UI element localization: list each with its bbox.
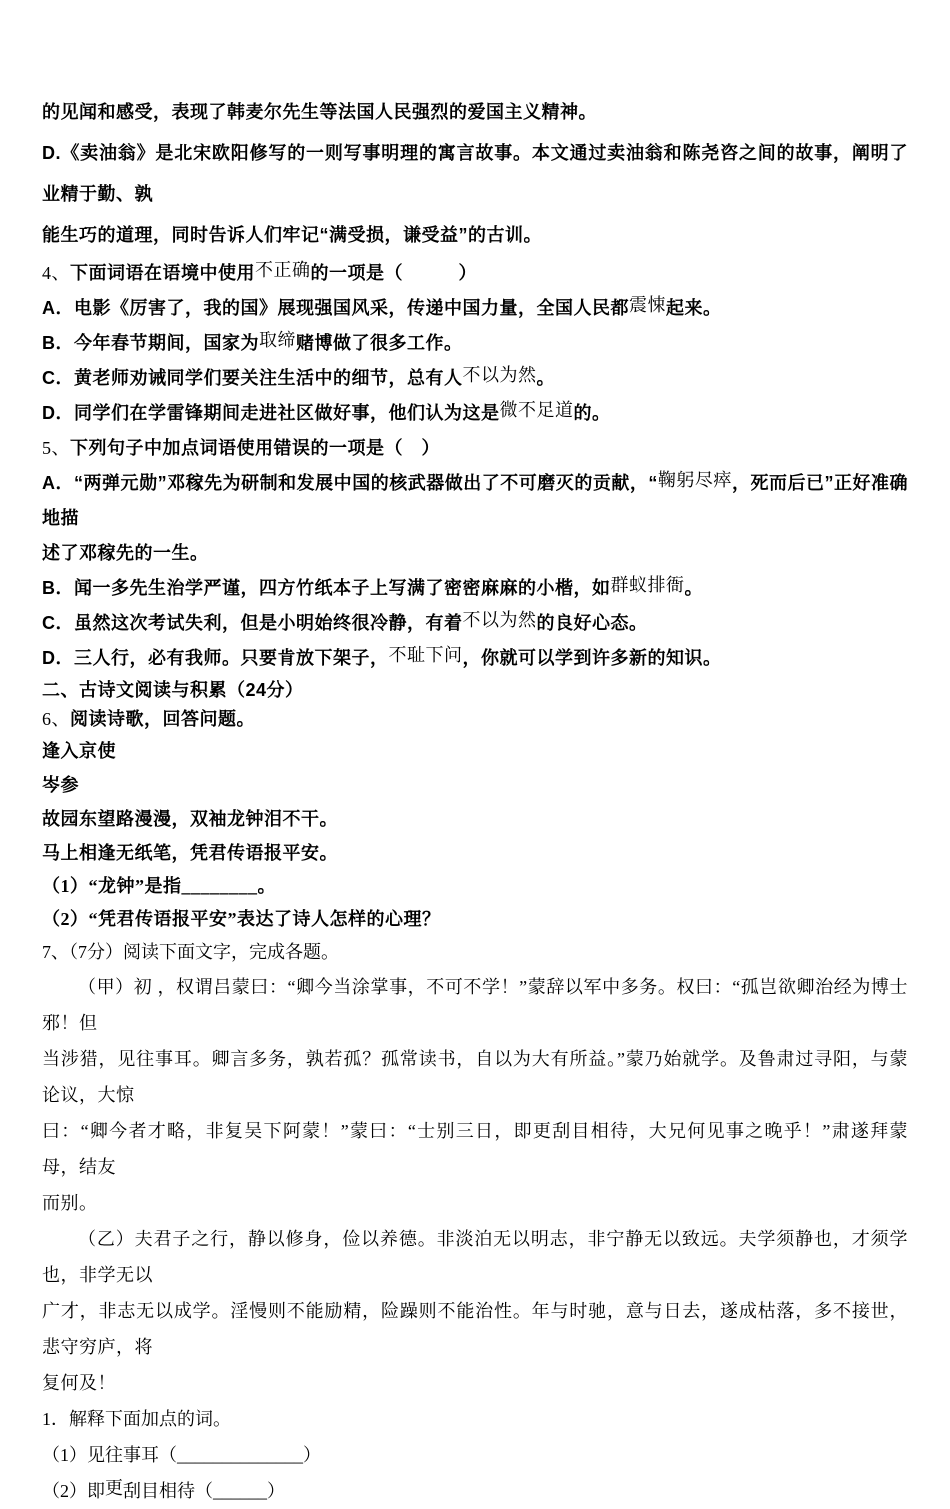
emphasized-word: 不以为然 [462,610,537,630]
passage-yi-text-1: （乙）夫君子之行，静以修身，俭以养德。非淡泊无以明志，非宁静无以致远。夫学须静也，才须学也，非学无以 [42,1229,908,1285]
q5-option-d-post: ，你就可以学到许多新的知识。 [462,648,722,668]
passage-jia-line-2 [42,1041,908,1113]
q5-option-c-pre: 虽然这次考试失利，但是小明始终很冷静，有着 [74,613,463,633]
poem-line-1-text: 故园东望路漫漫，双袖龙钟泪不干。 [42,809,338,829]
question-5-block [42,431,908,676]
poem-line-2 [42,836,908,870]
poem-title [42,734,908,768]
passage-jia-line-3 [42,1113,908,1185]
q7-header-text: 7、（7分）阅读下面文字，完成各题。 [42,942,339,962]
q5-option-d-label: D． [42,648,74,668]
section-2-block [42,676,908,734]
q7-sub1-item-1 [42,1437,908,1473]
passage-jia-line-4 [42,1185,908,1221]
intro-block [42,92,908,256]
q5-stem [42,431,908,466]
emphasized-word: 微不足道 [499,400,574,420]
q5-stem-text: 下列句子中加点词语使用错误的一项是（ ） [70,438,440,458]
passage-line-text: 的见闻和感受，表现了韩麦尔先生等法国人民强烈的爱国主义精神。 [42,102,597,122]
poem-author-text: 岑参 [42,775,79,795]
poem-title-text: 逢入京使 [42,741,116,761]
q5-option-d [42,641,908,676]
q4-number: 4、 [42,263,70,283]
q5-option-a-text-2: 述了邓稼先的一生。 [42,543,209,563]
emphasized-word: 不正确 [255,260,311,280]
poem-author [42,768,908,802]
passage-yi-text-3: 复何及！ [42,1373,116,1393]
q4-option-b [42,326,908,361]
passage-yi-line-2 [42,1293,908,1365]
q4-stem-pre: 下面词语在语境中使用 [70,263,255,283]
q4-option-b-label: B． [42,333,74,353]
q4-option-a-post: 起来。 [666,298,722,318]
q4-option-d-post: 的。 [573,403,611,423]
passage-yi-block [42,1221,908,1401]
q7-subquestion-1-block [42,1401,908,1509]
poem-line-1 [42,802,908,836]
q4-option-d [42,396,908,431]
option-d-text-1: D.《卖油翁》是北宋欧阳修写的一则写事明理的寓言故事。本文通过卖油翁和陈尧咨之间的故事，阐明了业精于勤、孰 [42,143,908,204]
emphasized-word: 取缔 [259,330,296,350]
q7-sub1-header-text: 解释下面加点的词。 [69,1409,231,1429]
q5-option-a-pre: “两弹元勋”邓稼先为研制和发展中国的核武器做出了不可磨灭的贡献，“ [74,473,658,493]
q7-sub1-item-1-text: （1）见往事耳（______________） [42,1445,321,1465]
passage-jia-text-4: 而别。 [42,1193,98,1213]
option-d-line-1 [42,133,908,215]
q5-option-c-label: C． [42,613,74,633]
emphasized-word: 不以为然 [462,365,537,385]
emphasized-word: 鞠躬尽瘁 [657,470,732,490]
q6-stem-text: 阅读诗歌，回答问题。 [70,709,255,729]
q4-option-d-pre: 同学们在学雷锋期间走进社区做好事，他们认为这是 [74,403,500,423]
q6-subquestions-block [42,870,908,969]
option-d-line-2 [42,215,908,256]
q4-option-b-post: 赌博做了很多工作。 [296,333,463,353]
q4-option-b-pre: 今年春节期间，国家为 [74,333,259,353]
q5-option-b-pre: 闻一多先生治学严谨，四方竹纸本子上写满了密密麻麻的小楷，如 [74,578,611,598]
q7-sub1-item-2-post: 刮目相待（______） [123,1481,285,1501]
q5-option-a-line-2 [42,536,908,571]
option-d-text-2: 能生巧的道理，同时告诉人们牢记“满受损，谦受益”的古训。 [42,225,542,245]
q5-option-c-post: 的良好心态。 [536,613,648,633]
q4-option-a [42,291,908,326]
section-heading-text: 二、古诗文阅读与积累（24分） [42,680,304,700]
q4-option-c-label: C． [42,368,74,388]
q5-option-b-label: B． [42,578,74,598]
poem-line-2-text: 马上相逢无纸笔，凭君传语报平安。 [42,843,338,863]
q7-sub1-header [42,1401,908,1437]
passage-jia-line-1 [42,969,908,1041]
q6-sub-1 [42,870,908,903]
emphasized-word: 不耻下问 [388,645,463,665]
passage-yi-line-1 [42,1221,908,1293]
q4-option-d-label: D． [42,403,74,423]
emphasized-word: 震悚 [629,295,666,315]
q6-sub-2-text: （2）“凭君传语报平安”表达了诗人怎样的心理？ [42,909,441,929]
q4-option-c-post: 。 [536,368,555,388]
passage-yi-text-2: 广才，非志无以成学。淫慢则不能励精，险躁则不能治性。年与时驰，意与日去，遂成枯落，多不接世，悲守穷庐，将 [42,1301,908,1357]
passage-jia-text-2: 当涉猎，见往事耳。卿言多务，孰若孤？孤常读书，自以为大有所益。”蒙乃始就学。及鲁肃过寻阳，与蒙论议，大惊 [42,1049,908,1105]
q6-number: 6、 [42,709,70,729]
q4-option-a-label: A． [42,298,74,318]
q4-stem [42,256,908,291]
q4-option-c [42,361,908,396]
q5-number: 5、 [42,438,70,458]
passage-yi-line-3 [42,1365,908,1401]
passage-jia-text-1: （甲）初 ，权谓吕蒙曰：“卿今当涂掌事，不可不学！”蒙辞以军中多务。权曰：“孤岂欲卿治经为博士邪！但 [42,977,908,1033]
q5-option-d-pre: 三人行，必有我师。只要肯放下架子， [74,648,389,668]
passage-jia-block [42,969,908,1221]
poem-block [42,734,908,870]
q5-option-a-line-1 [42,466,908,536]
q4-option-a-pre: 电影《厉害了，我的国》展现强国风采，传递中国力量，全国人民都 [74,298,629,318]
section-heading [42,676,908,705]
q6-sub-2 [42,903,908,936]
passage-jia-text-3: 曰：“卿今者才略，非复吴下阿蒙！”蒙曰：“士别三日，即更刮目相待，大兄何见事之晚乎！”肃遂拜蒙母，结友 [42,1121,908,1177]
q5-option-a-label: A． [42,473,75,493]
emphasized-word: 群蚁排衙 [610,575,685,595]
q6-stem [42,705,908,734]
q7-sub1-item-2 [42,1473,908,1509]
q6-sub-1-text: （1）“龙钟”是指________。 [42,876,276,896]
emphasized-word: 更 [105,1478,123,1498]
q5-option-b-post: 。 [684,578,703,598]
q7-header [42,936,908,969]
q7-sub1-item-2-pre: （2）即 [42,1481,105,1501]
q5-option-c [42,606,908,641]
q5-option-a-post: ，死而后已”正好准确地描 [42,473,909,528]
q5-option-b [42,571,908,606]
q4-stem-post: 的一项是（ ） [310,263,477,283]
passage-line-continuation [42,92,908,133]
q4-option-c-pre: 黄老师劝诫同学们要关注生活中的细节，总有人 [74,368,463,388]
q7-sub1-number: 1． [42,1409,69,1429]
question-4-block [42,256,908,431]
